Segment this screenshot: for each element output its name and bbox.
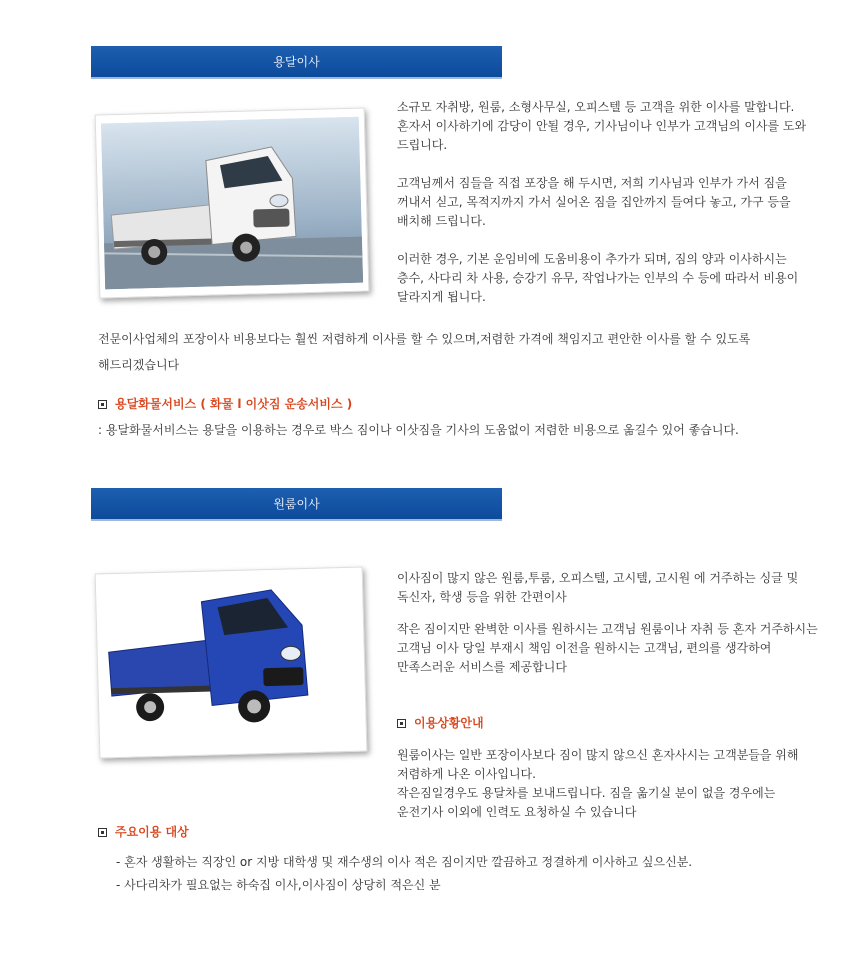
service-text <box>98 421 739 440</box>
bullet-square-icon <box>397 719 406 728</box>
text-line: 꺼내서 싣고, 목적지까지 가서 실어온 짐을 집안까지 들여다 놓고, 가구 등을 <box>397 195 791 209</box>
oneroom-paragraph-2 <box>397 620 818 677</box>
text-line: 작은 짐이지만 완벽한 이사를 원하시는 고객님 원룸이나 자취 등 혼자 거주하시는 <box>397 622 818 636</box>
usage-heading <box>397 714 484 731</box>
text-line: 원룸이사는 일반 포장이사보다 짐이 많지 않으신 혼자사시는 고객분들을 위해 <box>397 748 799 762</box>
white-truck-photo <box>95 107 370 298</box>
text-line: 소규모 자취방, 원룸, 소형사무실, 오피스텔 등 고객을 위한 이사를 말합니다. <box>397 100 795 114</box>
section-title: 용달이사 <box>273 55 320 69</box>
text-line: 드립니다. <box>397 138 448 152</box>
blue-truck-image <box>101 574 361 751</box>
service-heading-text: 용달화물서비스 ( 화물 l 이삿짐 운송서비스 ) <box>115 397 353 411</box>
usage-paragraph <box>397 746 798 822</box>
intro-paragraph-2 <box>397 174 791 231</box>
bullet-square-icon <box>98 400 107 409</box>
blue-truck-photo <box>95 567 368 759</box>
text-line: 만족스러운 서비스를 제공합니다 <box>397 660 567 674</box>
list-item: - 혼자 생활하는 직장인 or 지방 대학생 및 재수생의 이사 적은 짐이지만 깔끔하고 정결하게 이사하고 싶으신분. <box>116 855 693 869</box>
intro-paragraph-3 <box>397 250 798 307</box>
bullet-square-icon <box>98 828 107 837</box>
text-line: 층수, 사다리 차 사용, 승강기 유무, 작업나가는 인부의 수 등에 따라서 비용이 <box>397 271 799 285</box>
target-heading <box>98 823 189 840</box>
text-line: : 용달화물서비스는 용달을 이용하는 경우로 박스 짐이나 이삿짐을 기사의 도움없이 저렴한 비용으로 옮길수 있어 좋습니다. <box>98 423 739 437</box>
intro-paragraph-1 <box>397 98 806 155</box>
text-line: 고객님께서 짐들을 직접 포장을 해 두시면, 저희 기사님과 인부가 가서 짐을 <box>397 176 787 190</box>
text-line: 달라지게 됩니다. <box>397 290 486 304</box>
text-line: 이사짐이 많지 않은 원룸,투룸, 오피스텔, 고시텔, 고시원 에 거주하는 싱글 및 <box>397 571 799 585</box>
section-title: 원룸이사 <box>273 497 320 511</box>
service-heading <box>98 395 352 412</box>
usage-heading-text: 이용상황안내 <box>414 716 484 730</box>
text-line: 고객님 이사 당일 부재시 책임 이전을 원하시는 고객님, 편의를 생각하여 <box>397 641 772 655</box>
text-line: 혼자서 이사하기에 감당이 안될 경우, 기사님이나 인부가 고객님의 이사를 도와 <box>397 119 807 133</box>
text-line: 저렴하게 나온 이사입니다. <box>397 767 536 781</box>
oneroom-paragraph-1 <box>397 569 798 607</box>
target-list <box>116 851 692 897</box>
text-line: 독신자, 학생 등을 위한 간편이사 <box>397 590 567 604</box>
text-line: 운전기사 이외에 인력도 요청하실 수 있습니다 <box>397 805 637 819</box>
section-title-bar-yongdal <box>91 46 502 79</box>
target-heading-text: 주요이용 대상 <box>115 825 189 839</box>
text-line: 해드리겠습니다 <box>98 358 180 372</box>
list-item: - 사다리차가 필요없는 하숙집 이사,이사짐이 상당히 적은신 분 <box>116 878 441 892</box>
text-line: 배치해 드립니다. <box>397 214 486 228</box>
summary-paragraph <box>98 326 750 378</box>
text-line: 작은짐일경우도 용달차를 보내드립니다. 짐을 옮기실 분이 없을 경우에는 <box>397 786 776 800</box>
text-line: 이러한 경우, 기본 운임비에 도움비용이 추가가 되며, 짐의 양과 이사하시는 <box>397 252 787 266</box>
text-line: 전문이사업체의 포장이사 비용보다는 훨씬 저렴하게 이사를 할 수 있으며,저렴한 가격에 책임지고 편안한 이사를 할 수 있도록 <box>98 332 751 346</box>
section-title-bar-oneroom <box>91 488 502 521</box>
white-truck-image <box>101 117 363 290</box>
